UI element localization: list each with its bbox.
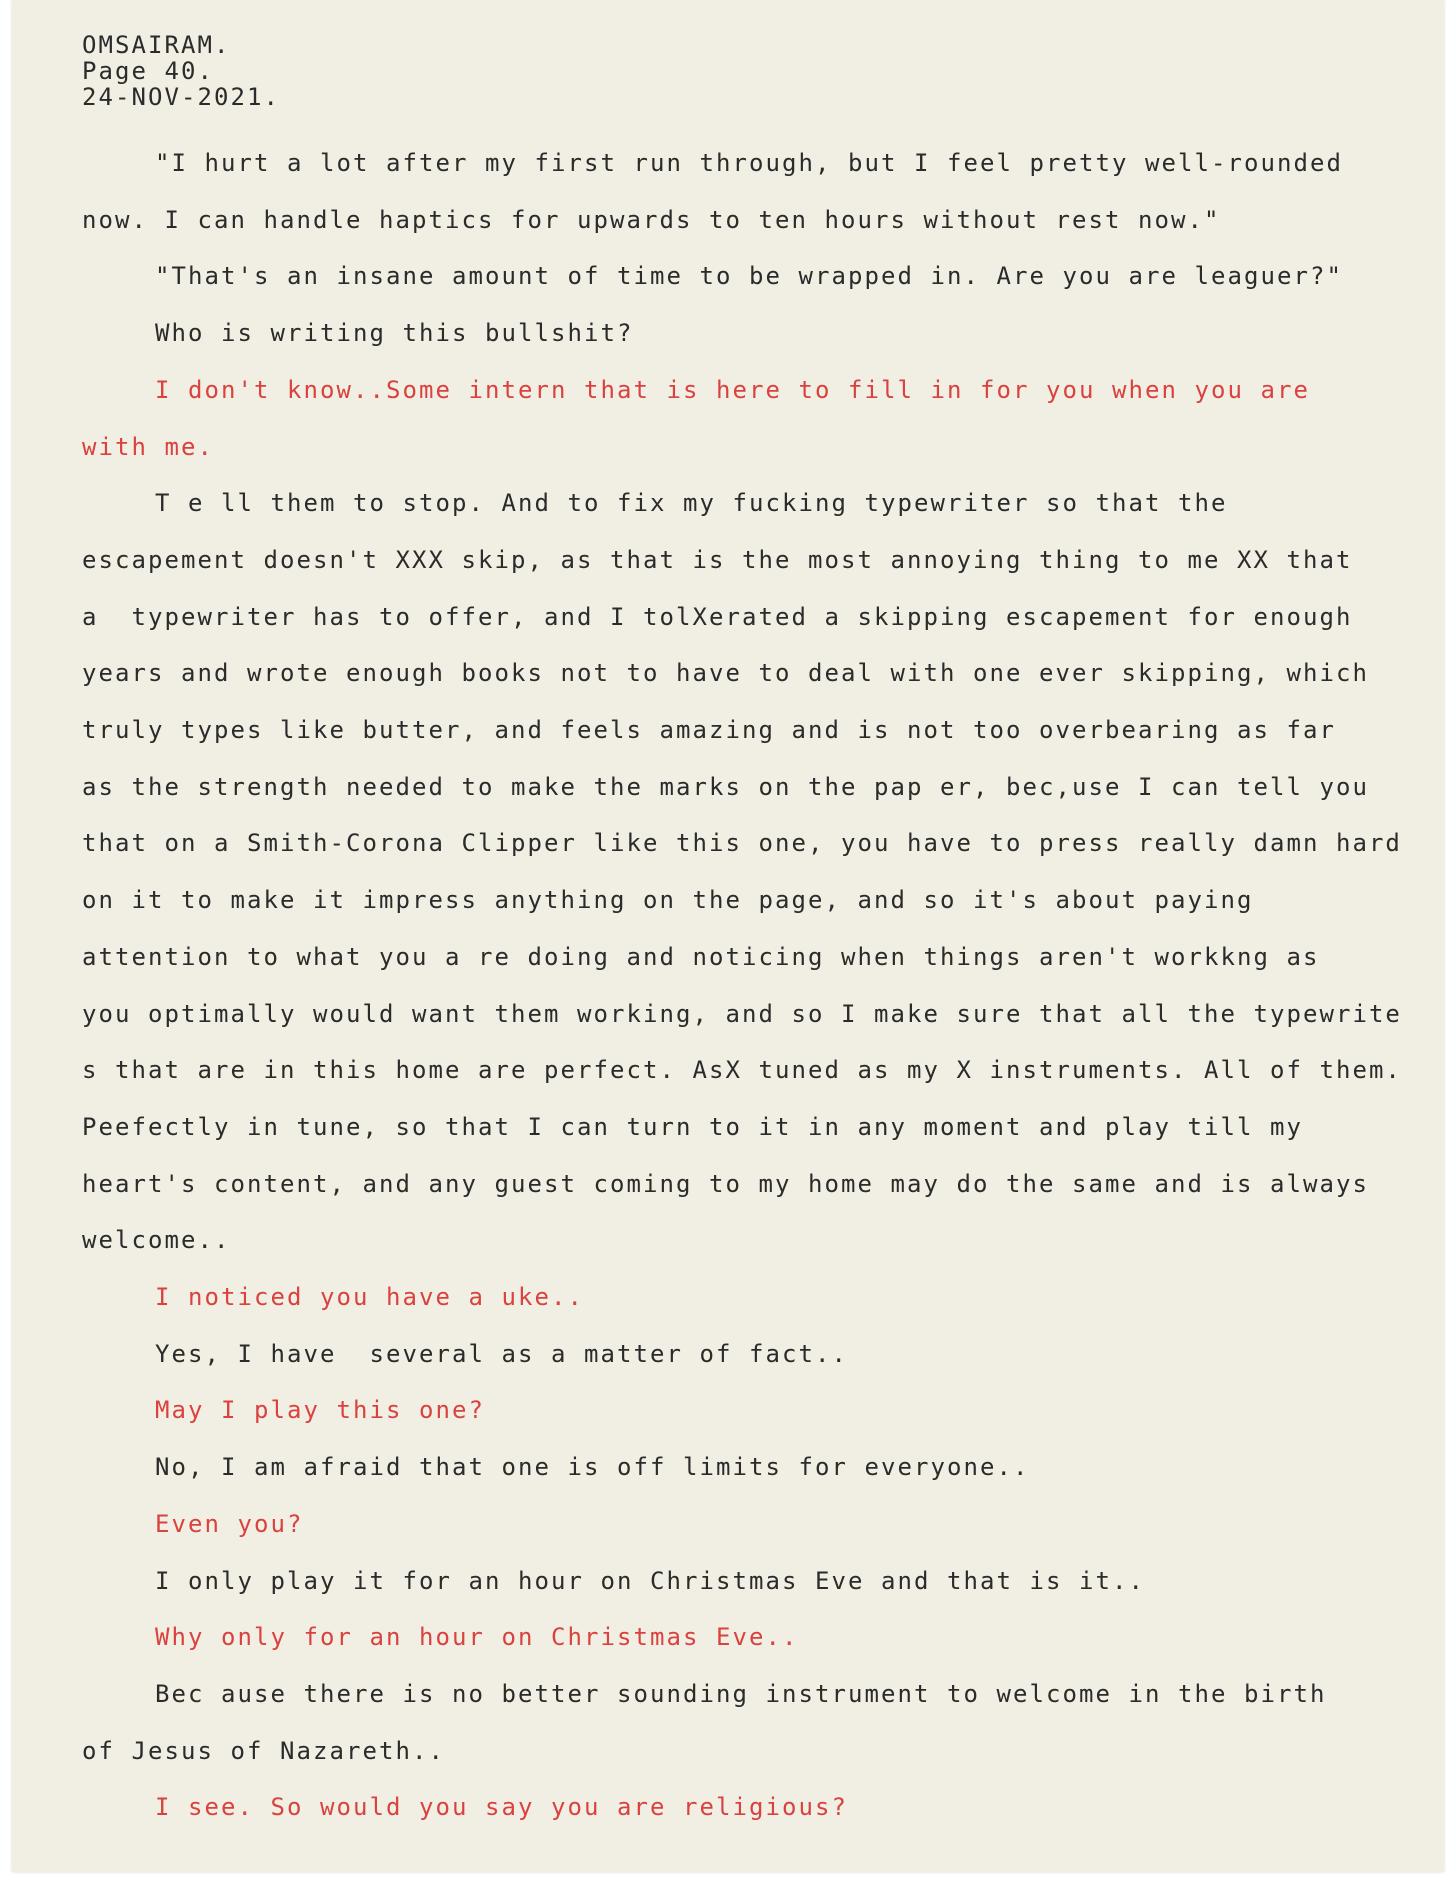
text-line: with me. — [82, 432, 214, 461]
text-line: "That's an insane amount of time to be wrapped in. Are you are leaguer?" — [155, 262, 1343, 291]
text-line: I only play it for an hour on Christmas Eve and that is it.. — [155, 1566, 1145, 1595]
text-line: truly types like butter, and feels amazing and is not too overbearing as far — [82, 716, 1336, 744]
text-line: on it to make it impress anything on the page, and so it's about paying — [82, 886, 1254, 915]
header-line-2: Page 40. — [82, 57, 214, 85]
text-line: s that are in this home are perfect. AsX tuned as my X instruments. All of them. — [82, 1056, 1402, 1085]
text-line: "I hurt a lot after my first run through, but I feel pretty well-rounded — [155, 149, 1343, 177]
header-line-1: OMSAIRAM. — [82, 31, 231, 59]
text-line: you optimally would want them working, and so I make sure that all the typewrite — [82, 999, 1402, 1028]
text-line: years and wrote enough books not to have to deal with one ever skipping, which — [82, 659, 1369, 688]
text-line: I don't know..Some intern that is here to fill in for you when you are — [155, 375, 1310, 404]
text-line: escapement doesn't XXX skip, as that is the most annoying thing to me XX that — [82, 545, 1353, 574]
text-line: welcome.. — [82, 1226, 231, 1255]
text-line: Who is writing this bullshit? — [155, 319, 634, 348]
text-line: a typewriter has to offer, and I tolXerated a skipping escapement for enough — [82, 602, 1353, 631]
text-line: as the strength needed to make the marks on the pap er, bec,use I can tell you — [82, 772, 1369, 801]
text-line: that on a Smith-Corona Clipper like this one, you have to press really damn hard — [82, 829, 1402, 858]
text-line: of Jesus of Nazareth.. — [82, 1736, 445, 1765]
text-line: heart's content, and any guest coming to my home may do the same and is always — [82, 1169, 1369, 1198]
text-line: Yes, I have several as a matter of fact.. — [155, 1339, 848, 1368]
text-line: No, I am afraid that one is off limits for everyone.. — [155, 1453, 1030, 1482]
text-line: attention to what you a re doing and noticing when things aren't workkng as — [82, 942, 1320, 971]
text-line: I see. So would you say you are religious? — [155, 1793, 848, 1822]
text-line: Peefectly in tune, so that I can turn to it in any moment and play till my — [82, 1112, 1303, 1141]
text-line: Why only for an hour on Christmas Eve.. — [155, 1623, 799, 1652]
text-line: May I play this one? — [155, 1396, 485, 1425]
text-line: T e ll them to stop. And to fix my fucking typewriter so that the — [155, 489, 1228, 518]
text-line: Even you? — [155, 1509, 304, 1538]
text-line: I noticed you have a uke.. — [155, 1283, 584, 1311]
typewritten-page — [12, 0, 1444, 1872]
text-line: Bec ause there is no better sounding instrument to welcome in the birth — [155, 1679, 1327, 1708]
text-line: now. I can handle haptics for upwards to ten hours without rest now." — [82, 205, 1221, 234]
header-line-3: 24-NOV-2021. — [82, 83, 280, 111]
